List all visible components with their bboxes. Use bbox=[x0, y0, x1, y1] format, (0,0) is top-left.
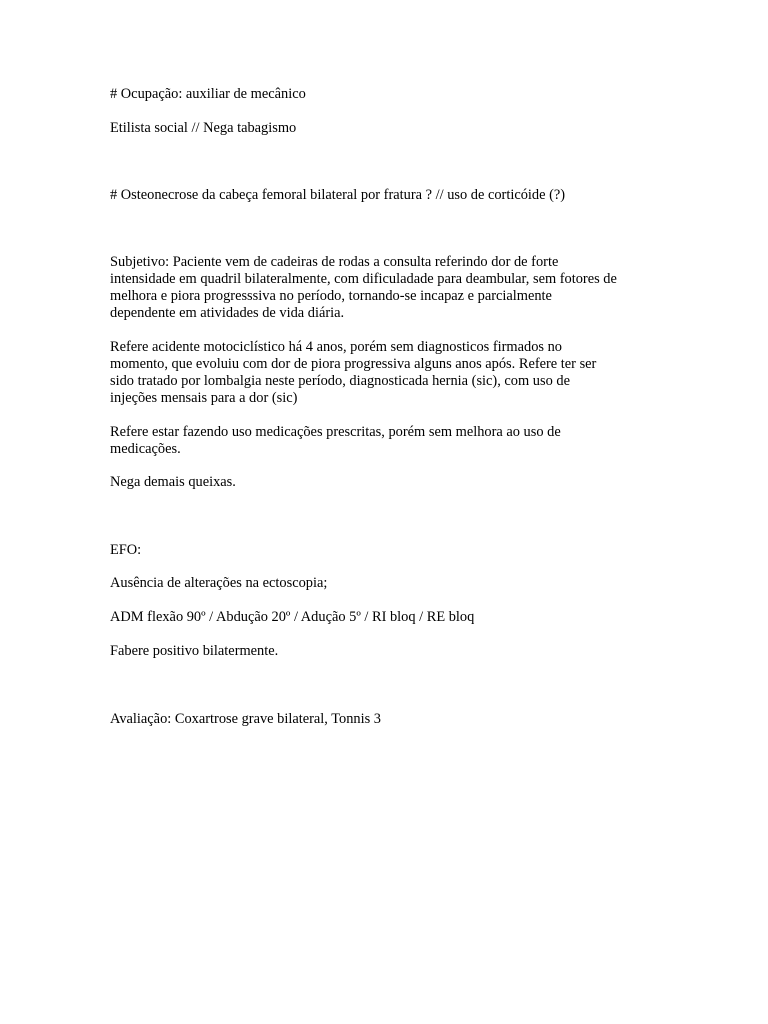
assessment-line: Avaliação: Coxartrose grave bilateral, Tonnis 3 bbox=[110, 711, 381, 727]
history-paragraph bbox=[110, 339, 670, 407]
diagnosis-line: # Osteonecrose da cabeça femoral bilateral por fratura ? // uso de corticóide (?) bbox=[110, 187, 566, 203]
medications-paragraph bbox=[110, 424, 670, 458]
occupation-line: # Ocupação: auxiliar de mecânico bbox=[110, 86, 306, 102]
exam-title: EFO: bbox=[110, 542, 142, 558]
ectoscopy-line: Ausência de alterações na ectoscopia; bbox=[110, 575, 328, 591]
subjective-line: dependente em atividades de vida diária. bbox=[110, 305, 345, 321]
history-line: sido tratado por lombalgia neste período, diagnosticada hernia (sic), com uso de bbox=[110, 373, 570, 389]
habits-line: Etilista social // Nega tabagismo bbox=[110, 120, 297, 136]
medications-line: medicações. bbox=[110, 441, 181, 457]
subjective-line: intensidade em quadril bilateralmente, com dificuladade para deambular, sem fotores de bbox=[110, 271, 617, 287]
subjective-line: melhora e piora progresssiva no período, tornando-se incapaz e parcialmente bbox=[110, 288, 552, 304]
history-line: Refere acidente motociclístico há 4 anos, porém sem diagnosticos firmados no bbox=[110, 339, 562, 355]
subjective-paragraph bbox=[110, 254, 670, 322]
subjective-line: Subjetivo: Paciente vem de cadeiras de rodas a consulta referindo dor de forte bbox=[110, 254, 559, 270]
range-of-motion-line: ADM flexão 90º / Abdução 20º / Adução 5º / RI bloq / RE bloq bbox=[110, 609, 475, 625]
other-complaints-line: Nega demais queixas. bbox=[110, 474, 236, 490]
history-line: injeções mensais para a dor (sic) bbox=[110, 390, 298, 406]
fabere-line: Fabere positivo bilatermente. bbox=[110, 643, 279, 659]
medications-line: Refere estar fazendo uso medicações prescritas, porém sem melhora ao uso de bbox=[110, 424, 561, 440]
history-line: momento, que evoluiu com dor de piora progressiva alguns anos após. Refere ter ser bbox=[110, 356, 597, 372]
